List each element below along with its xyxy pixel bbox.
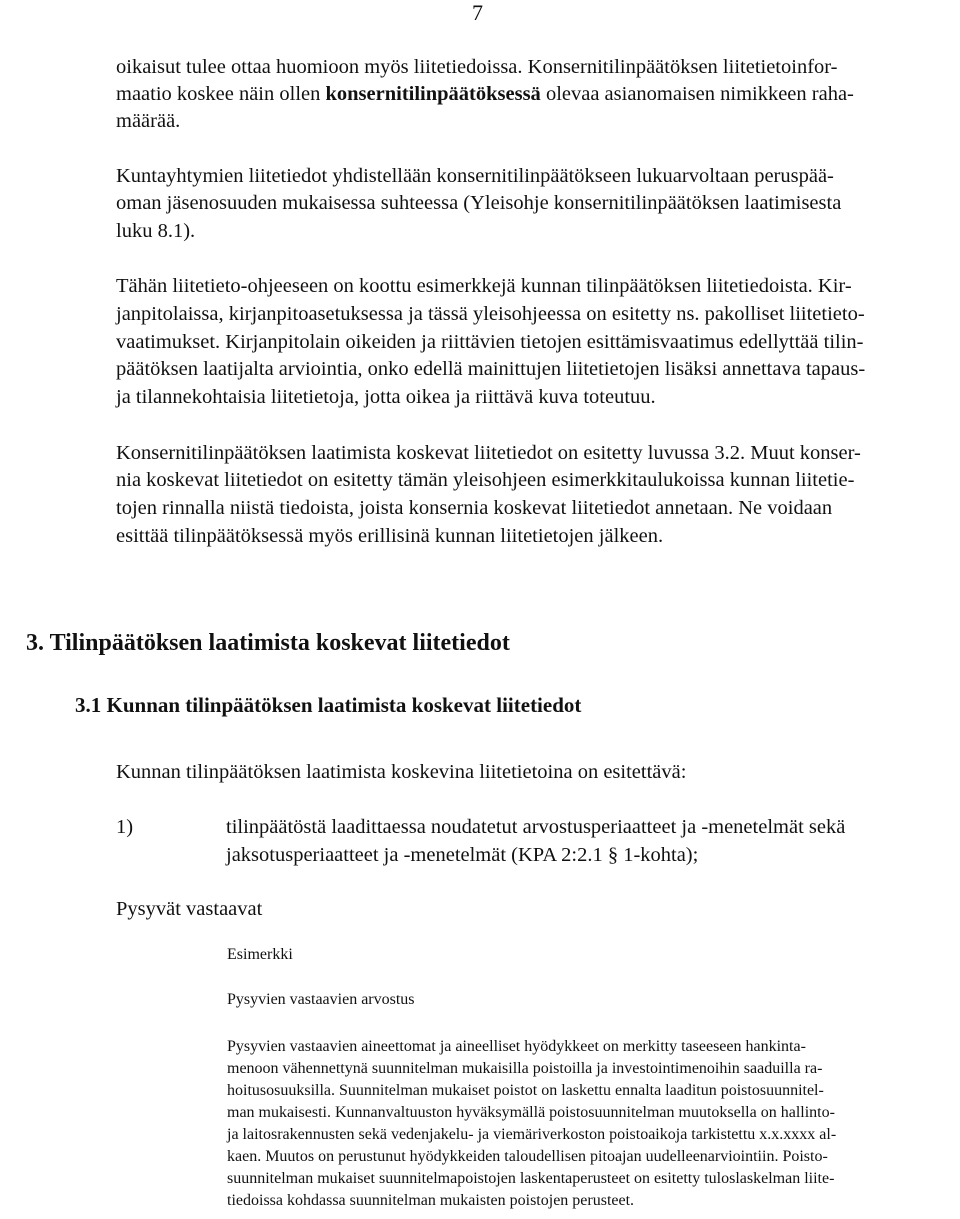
text-line: esittää tilinpäätöksessä myös erillisinä kunnan liitetietojen jälkeen. <box>116 525 664 547</box>
example-line: hoitusosuuksilla. Suunnitelman mukaiset poistot on laskettu ennalta laaditun poistosuunnitel- <box>227 1082 824 1099</box>
example-title: Pysyvien vastaavien arvostus <box>227 991 415 1008</box>
text-span: maatio koskee näin ollen <box>116 83 326 105</box>
text-line <box>116 82 854 106</box>
example-line: tiedoissa kohdassa suunnitelman mukaisten poistojen perusteet. <box>227 1192 635 1209</box>
bold-term: konsernitilinpäätöksessä <box>325 83 541 105</box>
text-line: oman jäsenosuuden mukaisessa suhteessa (Yleisohje konsernitilinpäätöksen laatimisesta <box>116 192 842 214</box>
example-line: kaen. Muutos on perustunut hyödykkeiden taloudellisen pitoajan uudelleenarviointiin. Poisto- <box>227 1148 828 1165</box>
text-line: ja tilannekohtaisia liitetietoja, jotta oikea ja riittävä kuva toteutuu. <box>116 386 656 408</box>
example-label: Esimerkki <box>227 946 293 963</box>
list-item-line: jaksotusperiaatteet ja -menetelmät (KPA 2:2.1 § 1-kohta); <box>226 844 699 866</box>
list-marker: 1) <box>116 816 134 838</box>
page-number: 7 <box>472 0 483 25</box>
text-line: tojen rinnalla niistä tiedoista, joista konsernia koskevat liitetiedot annetaan. Ne voidaan <box>116 497 833 519</box>
text-span: olevaa asianomaisen nimikkeen raha- <box>540 83 854 105</box>
text-line: janpitolaissa, kirjanpitoasetuksessa ja tässä yleisohjeessa on esitetty ns. pakolliset liitetieto- <box>116 303 865 325</box>
text-line: luku 8.1). <box>116 220 196 242</box>
example-line: man mukaisesti. Kunnanvaltuuston hyväksymällä poistosuunnitelman muutoksella on hallinto- <box>227 1104 835 1121</box>
subsection-heading: 3.1 Kunnan tilinpäätöksen laatimista koskevat liitetiedot <box>75 693 582 717</box>
text-line: Kuntayhtymien liitetiedot yhdistellään konsernitilinpäätökseen lukuarvoltaan peruspää- <box>116 165 834 187</box>
text-line: Konsernitilinpäätöksen laatimista koskevat liitetiedot on esitetty luvussa 3.2. Muut konser- <box>116 442 861 464</box>
text-line: määrää. <box>116 110 181 132</box>
example-line: ja laitosrakennusten sekä vedenjakelu- ja viemäriverkoston poistoaikoja tarkistettu x.x.xxxx al- <box>227 1126 837 1143</box>
text-line: Tähän liitetieto-ohjeeseen on koottu esimerkkejä kunnan tilinpäätöksen liitetiedoista. Kir- <box>116 275 852 297</box>
example-line: Pysyvien vastaavien aineettomat ja aineelliset hyödykkeet on merkitty taseeseen hankinta- <box>227 1038 806 1055</box>
text-line: nia koskevat liitetiedot on esitetty tämän yleisohjeen esimerkkitaulukoissa kunnan liitetie- <box>116 469 855 491</box>
list-item-line: tilinpäätöstä laadittaessa noudatetut arvostusperiaatteet ja -menetelmät sekä <box>226 816 846 838</box>
text-line: päätöksen laatijalta arviointia, onko edellä mainittujen liitetietojen lisäksi annettava tapaus- <box>116 358 866 380</box>
example-line: suunnitelman mukaiset suunnitelmapoistojen laskentaperusteet on esitetty tuloslaskelman liite- <box>227 1170 835 1187</box>
text-line: vaatimukset. Kirjanpitolain oikeiden ja riittävien tietojen esittämisvaatimus edellyttää tilin- <box>116 331 864 353</box>
subsection-title: Pysyvät vastaavat <box>116 898 263 920</box>
example-line: menoon vähennettynä suunnitelman mukaisilla poistoilla ja investointimenoihin saaduilla ra- <box>227 1060 823 1077</box>
section-heading: 3. Tilinpäätöksen laatimista koskevat liitetiedot <box>26 630 510 656</box>
intro-text: Kunnan tilinpäätöksen laatimista koskevina liitetietoina on esitettävä: <box>116 761 687 783</box>
text-line: oikaisut tulee ottaa huomioon myös liitetiedoissa. Konsernitilinpäätöksen liitetietoinfor- <box>116 56 838 78</box>
